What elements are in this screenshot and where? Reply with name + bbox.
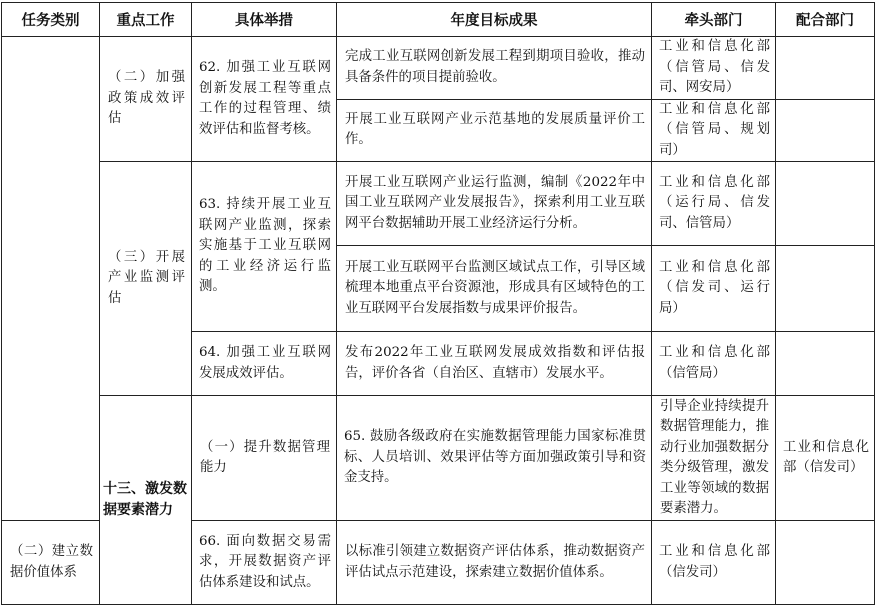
measure-cell: 64. 加强工业互联网发展成效评估。: [192, 332, 337, 396]
goal-cell: 以标准引领建立数据资产评估体系，推动数据资产评估试点示范建设，探索建立数据价值体系。: [337, 521, 652, 605]
goal-cell: 发布2022年工业互联网发展成效指数和评估报告，评价各省（自治区、直辖市）发展水平。: [337, 332, 652, 396]
task-table: [1, 2, 875, 605]
table-row: [2, 37, 875, 100]
header-key-work: 重点工作: [100, 3, 192, 37]
measure-cell: 63. 持续开展工业互联网产业监测，探索实施基于工业互联网的工业经济运行监测。: [192, 162, 337, 332]
header-category: 任务类别: [2, 3, 100, 37]
header-measure: 具体举措: [192, 3, 337, 37]
goal-cell: 开展工业互联网产业示范基地的发展质量评价工作。: [337, 99, 652, 162]
coop-dept-cell: [776, 521, 875, 605]
key-work-cell: （二）加强政策成效评估: [100, 37, 192, 162]
lead-dept-cell: 工业和信息化部（信发司、运行局）: [652, 246, 776, 332]
key-work-cell: （一）提升数据管理能力: [192, 396, 337, 521]
coop-dept-cell: [776, 162, 875, 246]
goal-cell: 完成工业互联网创新发展工程到期项目验收，推动具备条件的项目提前验收。: [337, 37, 652, 100]
measure-cell: 62. 加强工业互联网创新发展工程等重点工作的过程管理、绩效评估和监督考核。: [192, 37, 337, 162]
lead-dept-cell: 工业和信息化部（信管局）: [652, 332, 776, 396]
measure-cell: 65. 鼓励各级政府在实施数据管理能力国家标准贯标、人员培训、效果评估等方面加强政策引导和资金支持。: [337, 396, 652, 521]
coop-dept-cell: [776, 246, 875, 332]
category-cell: [2, 37, 100, 521]
goal-cell: 开展工业互联网产业运行监测，编制《2022年中国工业互联网产业发展报告》，探索利用工业互联网平台数据辅助开展工业经济运行分析。: [337, 162, 652, 246]
header-lead-dept: 牵头部门: [652, 3, 776, 37]
lead-dept-cell: 工业和信息化部（运行局、信发司、信管局）: [652, 162, 776, 246]
header-row: [2, 3, 875, 37]
lead-dept-cell: 工业和信息化部（信发司）: [652, 521, 776, 605]
lead-dept-cell: 工业和信息化部（信管局、信发司、网安局）: [652, 37, 776, 100]
key-work-cell: （二）建立数据价值体系: [2, 521, 100, 605]
coop-dept-cell: [776, 99, 875, 162]
measure-cell: 66. 面向数据交易需求，开展数据资产评估体系建设和试点。: [192, 521, 337, 605]
table-row: [2, 162, 875, 246]
goal-cell: 开展工业互联网平台监测区域试点工作，引导区域梳理本地重点平台资源池，形成具有区域特色的工业互联网平台发展指数与成果评价报告。: [337, 246, 652, 332]
goal-cell: 引导企业持续提升数据管理能力，推动行业加强数据分类分级管理，激发工业等领域的数据要素潜力。: [652, 396, 776, 521]
header-coop-dept: 配合部门: [776, 3, 875, 37]
coop-dept-cell: [776, 37, 875, 100]
key-work-cell: （三）开展产业监测评估: [100, 162, 192, 396]
coop-dept-cell: [776, 332, 875, 396]
category-cell: 十三、激发数据要素潜力: [100, 396, 192, 605]
lead-dept-cell: 工业和信息化部（信管局、规划司）: [652, 99, 776, 162]
header-goal: 年度目标成果: [337, 3, 652, 37]
lead-dept-cell: 工业和信息化部（信发司）: [776, 396, 875, 521]
table-row: [2, 396, 875, 521]
